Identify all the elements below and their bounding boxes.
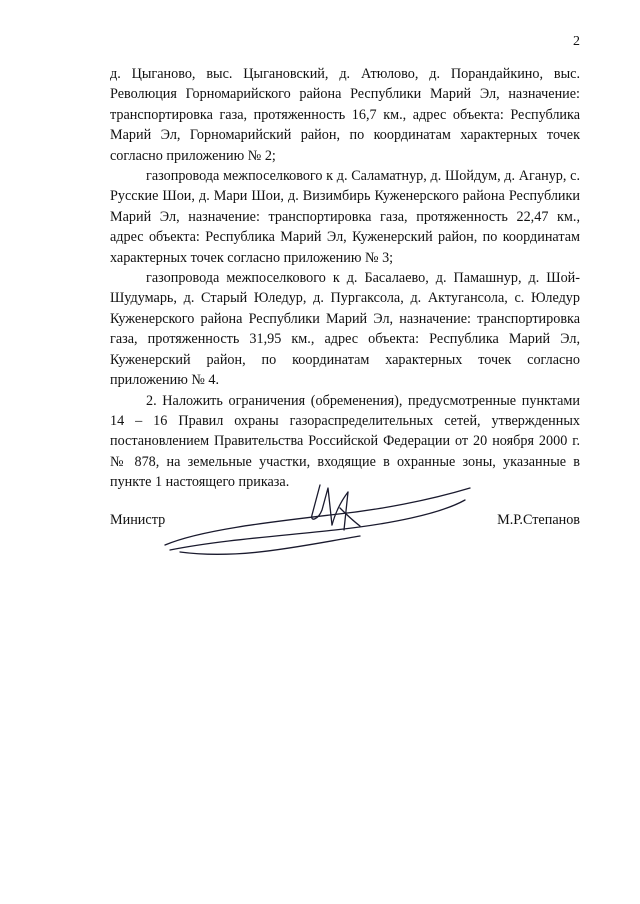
paragraph-item-2-restrictions: 2. Наложить ограничения (обременения), предусмотренные пунктами 14 – 16 Правил охраны газораспределительных сетей, утвержденных постановлением Правительства Российской Федерации от 20 ноября 2000 г. № 878, на земельные участки, входящие в охранные зоны, указанные в пункте 1 настоящего приказа. (110, 392, 580, 491)
paragraph-route-appendix-4: газопровода межпоселкового к д. Басалаево, д. Памашнур, д. Шой-Шудумарь, д. Старый Юледур, д. Пургаксола, д. Актугансола, с. Юледур Куженерского района Республики Марий Эл, назначение: транспортировка газа, протяженность 31,95 км., адрес объекта: Республика Марий Эл, Куженерский район, по координатам характерных точек согласно приложению № 4. (110, 270, 580, 389)
signature-block (110, 512, 580, 536)
paragraph-route-appendix-2: д. Цыганово, выс. Цыгановский, д. Атюлово, д. Порандайкино, выс. Революция Горномарийского района Республики Марий Эл, назначение: транспортировка газа, протяженность 16,7 км., адрес объекта: Республика Марий Эл, Горномарийский район, по координатам характерных точек согласно приложению № 2; (110, 66, 580, 164)
signatory-name: М.Р.Степанов (497, 512, 580, 528)
signatory-position: Министр (110, 512, 166, 528)
paragraph-route-appendix-3: газопровода межпоселкового к д. Саламатнур, д. Шойдум, д. Аганур, с. Русские Шои, д. Мари Шои, д. Визимбирь Куженерского района Республики Марий Эл, назначение: транспортировка газа, протяженность 22,47 км., адрес объекта: Республика Марий Эл, Куженерский район, по координатам характерных точек согласно приложению № 3; (110, 168, 580, 266)
document-body (110, 64, 580, 493)
page-number: 2 (573, 34, 580, 49)
